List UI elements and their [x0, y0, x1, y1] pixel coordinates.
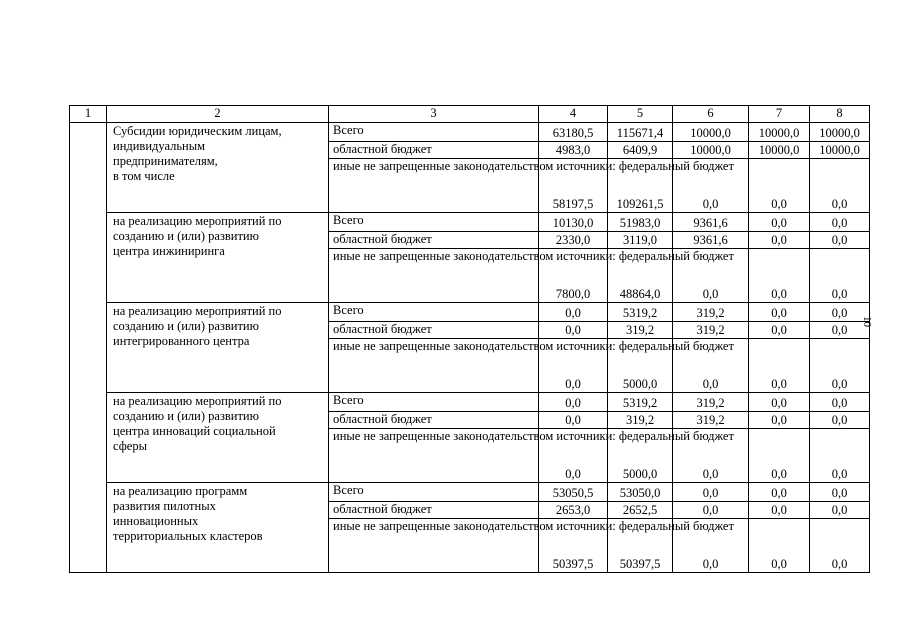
- value-cell: 0,0: [749, 159, 810, 213]
- index-cell: [70, 123, 107, 573]
- funding-source: иные не запрещенные законодательством источники: федеральный бюджет: [329, 159, 539, 213]
- budget-table: [69, 105, 870, 573]
- value-cell: 0,0: [810, 519, 870, 573]
- value-cell: 10130,0: [539, 213, 608, 232]
- funding-source: иные не запрещенные законодательством источники: федеральный бюджет: [329, 339, 539, 393]
- value-cell: 10000,0: [810, 142, 870, 159]
- funding-source: областной бюджет: [329, 322, 539, 339]
- value-cell: 0,0: [810, 502, 870, 519]
- value-cell: 319,2: [673, 412, 749, 429]
- header-row: [70, 106, 870, 123]
- value-cell: 0,0: [539, 322, 608, 339]
- value-cell: 0,0: [749, 429, 810, 483]
- value-cell: 0,0: [749, 393, 810, 412]
- header-cell-2: 2: [107, 106, 329, 123]
- funding-source: областной бюджет: [329, 232, 539, 249]
- value-cell: 0,0: [810, 322, 870, 339]
- value-cell: 6409,9: [608, 142, 673, 159]
- value-cell: 5319,2: [608, 393, 673, 412]
- funding-source: Всего: [329, 123, 539, 142]
- funding-source: иные не запрещенные законодательством источники: федеральный бюджет: [329, 249, 539, 303]
- value-cell: 50397,5: [539, 519, 608, 573]
- value-cell: 53050,0: [608, 483, 673, 502]
- funding-source: Всего: [329, 393, 539, 412]
- value-cell: 2652,5: [608, 502, 673, 519]
- value-cell: 0,0: [539, 339, 608, 393]
- value-cell: 0,0: [810, 339, 870, 393]
- value-cell: 10000,0: [749, 123, 810, 142]
- table-row: [70, 483, 870, 502]
- page-number: 10: [861, 316, 873, 327]
- value-cell: 0,0: [749, 519, 810, 573]
- value-cell: 0,0: [749, 232, 810, 249]
- header-cell-7: 7: [749, 106, 810, 123]
- value-cell: 0,0: [749, 303, 810, 322]
- header-cell-6: 6: [673, 106, 749, 123]
- table-row: [70, 123, 870, 142]
- table-body: [70, 106, 870, 573]
- funding-source: областной бюджет: [329, 142, 539, 159]
- value-cell: 0,0: [539, 412, 608, 429]
- value-cell: 0,0: [673, 483, 749, 502]
- value-cell: 0,0: [749, 483, 810, 502]
- value-cell: 0,0: [810, 412, 870, 429]
- value-cell: 5000,0: [608, 429, 673, 483]
- value-cell: 0,0: [810, 249, 870, 303]
- value-cell: 50397,5: [608, 519, 673, 573]
- value-cell: 0,0: [810, 213, 870, 232]
- value-cell: 319,2: [673, 393, 749, 412]
- value-cell: 4983,0: [539, 142, 608, 159]
- funding-source: областной бюджет: [329, 502, 539, 519]
- value-cell: 2330,0: [539, 232, 608, 249]
- value-cell: 0,0: [810, 429, 870, 483]
- group-description-cell: [107, 303, 329, 393]
- group-description: на реализацию мероприятий по созданию и (или) развитию интегрированного центра: [113, 304, 282, 348]
- header-cell-5: 5: [608, 106, 673, 123]
- value-cell: 0,0: [810, 159, 870, 213]
- funding-source: иные не запрещенные законодательством источники: федеральный бюджет: [329, 429, 539, 483]
- value-cell: 0,0: [749, 322, 810, 339]
- value-cell: 0,0: [673, 429, 749, 483]
- value-cell: 319,2: [608, 412, 673, 429]
- value-cell: 0,0: [673, 339, 749, 393]
- header-cell-3: 3: [329, 106, 539, 123]
- value-cell: 0,0: [749, 213, 810, 232]
- value-cell: 0,0: [810, 483, 870, 502]
- group-description-cell: [107, 213, 329, 303]
- value-cell: 0,0: [673, 249, 749, 303]
- group-description: на реализацию программ развития пилотных инновационных территориальных кластеров: [113, 484, 263, 543]
- value-cell: 51983,0: [608, 213, 673, 232]
- value-cell: 319,2: [673, 322, 749, 339]
- value-cell: 0,0: [749, 249, 810, 303]
- funding-source: иные не запрещенные законодательством источники: федеральный бюджет: [329, 519, 539, 573]
- header-cell-4: 4: [539, 106, 608, 123]
- value-cell: 10000,0: [810, 123, 870, 142]
- value-cell: 0,0: [749, 339, 810, 393]
- value-cell: 5319,2: [608, 303, 673, 322]
- value-cell: 10000,0: [673, 123, 749, 142]
- funding-source: областной бюджет: [329, 412, 539, 429]
- value-cell: 48864,0: [608, 249, 673, 303]
- value-cell: 0,0: [673, 159, 749, 213]
- value-cell: 0,0: [749, 502, 810, 519]
- value-cell: 0,0: [749, 412, 810, 429]
- value-cell: 63180,5: [539, 123, 608, 142]
- value-cell: 0,0: [539, 303, 608, 322]
- group-description: на реализацию мероприятий по созданию и (или) развитию центра инжиниринга: [113, 214, 282, 258]
- value-cell: 0,0: [539, 393, 608, 412]
- value-cell: 58197,5: [539, 159, 608, 213]
- group-description: на реализацию мероприятий по созданию и (или) развитию центра инноваций социальной сферы: [113, 394, 282, 453]
- value-cell: 0,0: [810, 393, 870, 412]
- value-cell: 10000,0: [749, 142, 810, 159]
- value-cell: 9361,6: [673, 213, 749, 232]
- header-cell-1: 1: [70, 106, 107, 123]
- table-row: [70, 393, 870, 412]
- header-cell-8: 8: [810, 106, 870, 123]
- funding-source: Всего: [329, 483, 539, 502]
- value-cell: 0,0: [673, 519, 749, 573]
- value-cell: 2653,0: [539, 502, 608, 519]
- group-description-cell: [107, 483, 329, 573]
- group-description-cell: [107, 393, 329, 483]
- table-row: [70, 303, 870, 322]
- value-cell: 319,2: [608, 322, 673, 339]
- value-cell: 0,0: [810, 303, 870, 322]
- table-row: [70, 213, 870, 232]
- value-cell: 9361,6: [673, 232, 749, 249]
- funding-source: Всего: [329, 303, 539, 322]
- value-cell: 7800,0: [539, 249, 608, 303]
- value-cell: 319,2: [673, 303, 749, 322]
- value-cell: 0,0: [539, 429, 608, 483]
- value-cell: 109261,5: [608, 159, 673, 213]
- value-cell: 115671,4: [608, 123, 673, 142]
- value-cell: 5000,0: [608, 339, 673, 393]
- group-description: Субсидии юридическим лицам, индивидуальным предпринимателям, в том числе: [113, 124, 282, 183]
- value-cell: 53050,5: [539, 483, 608, 502]
- funding-source: Всего: [329, 213, 539, 232]
- value-cell: 3119,0: [608, 232, 673, 249]
- group-description-cell: [107, 123, 329, 213]
- value-cell: 0,0: [673, 502, 749, 519]
- value-cell: 10000,0: [673, 142, 749, 159]
- value-cell: 0,0: [810, 232, 870, 249]
